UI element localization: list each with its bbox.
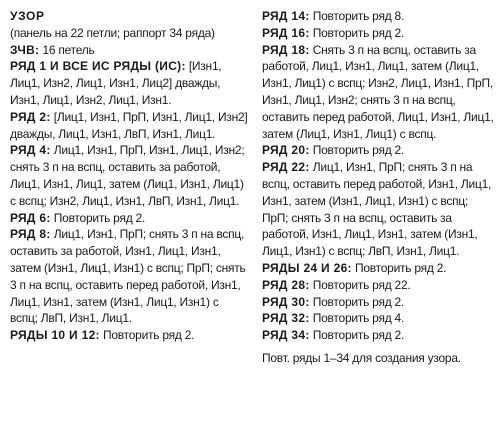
row-instruction bbox=[262, 142, 494, 159]
row-text: Повт. ряды 1–34 для создания узора. bbox=[262, 350, 461, 365]
row-label: РЯД 28: bbox=[262, 277, 310, 292]
row-label: РЯД 34: bbox=[262, 328, 310, 343]
row-instruction bbox=[262, 8, 494, 25]
panel-info: (панель на 22 петли; раппорт 34 ряда) bbox=[10, 25, 215, 40]
row-text: Повторить ряд 2. bbox=[309, 143, 405, 158]
row-instruction bbox=[262, 260, 494, 277]
row-instruction bbox=[10, 226, 248, 327]
row-label: РЯД 2: bbox=[10, 109, 51, 124]
row-instruction bbox=[10, 327, 248, 344]
row-instruction bbox=[10, 58, 248, 108]
row-text: Повторить ряд 2. bbox=[309, 328, 405, 343]
row-text: Повторить ряд 4. bbox=[309, 311, 405, 326]
row-instruction bbox=[262, 159, 494, 260]
row-text: Повторить ряд 2. bbox=[309, 294, 405, 309]
row-instruction bbox=[262, 294, 494, 311]
row-label: РЯД 8: bbox=[10, 227, 51, 242]
row-label: РЯДЫ 24 И 26: bbox=[262, 260, 352, 275]
stitch-count-text: 16 петель bbox=[39, 42, 95, 57]
row-instruction bbox=[10, 210, 248, 227]
pattern-title-block bbox=[10, 8, 248, 58]
row-text: [Изн1, Лиц1, Изн2, Лиц1, Изн1, Лиц2] дважды, Изн1, Лиц1, Изн2, Лиц1, Изн1. bbox=[10, 59, 222, 107]
row-text: Снять 3 п на вспц, оставить за работой, Лиц1, Изн1, Лиц1, затем (Лиц1, Изн1, Лиц1) с вспц; Изн2, Лиц1, Изн1, ПрП, Изн1, Лиц1, Изн2; снять 3 п на вспц, оставить перед работой, Лиц1, Изн1, Лиц1, затем (Лиц1, Изн1, Лиц1) с вспц. bbox=[262, 42, 494, 141]
row-text: Лиц1, Изн1, ПрП; снять 3 п на вспц, оставить за работой, Изн1, Лиц1, Изн1, затем (Изн1, Лиц1, Изн1) с вспц; ПрП; снять 3 п на вспц, оставить перед работой, Изн1, Лиц1, Изн1, затем (Изн1, Лиц1, Изн1) с вспц; ЛвП, Изн1, Лиц1. bbox=[10, 227, 246, 326]
row-text: Лиц1, Изн1, ПрП; снять 3 п на вспц, оставить перед работой, Изн1, Лиц1, Изн1, затем (Изн1, Лиц1, Изн1) с вспц; ПрП; снять 3 п на вспц, оставить за работой, Изн1, Лиц1, Изн1, затем (Изн1, Лиц1, Изн1) с вспц; ЛвП, Изн1, Лиц1. bbox=[262, 160, 492, 259]
right-column bbox=[262, 8, 494, 367]
row-label: РЯД 30: bbox=[262, 294, 310, 309]
row-instruction bbox=[10, 109, 248, 143]
row-text: Повторить ряд 22. bbox=[309, 277, 411, 292]
stitch-count-label: ЗЧВ: bbox=[10, 42, 40, 57]
row-label: РЯДЫ 10 И 12: bbox=[10, 328, 100, 343]
pattern-title: УЗОР bbox=[10, 9, 45, 23]
row-label: РЯД 6: bbox=[10, 210, 51, 225]
row-instruction bbox=[262, 327, 494, 344]
row-text: Повторить ряд 2. bbox=[351, 260, 447, 275]
row-label: РЯД 16: bbox=[262, 25, 310, 40]
row-label: РЯД 1 И ВСЕ ИС РЯДЫ (ИС): bbox=[10, 59, 186, 74]
stitch-count bbox=[10, 42, 248, 59]
repeat-note bbox=[262, 350, 494, 367]
row-instruction bbox=[262, 277, 494, 294]
row-label: РЯД 18: bbox=[262, 42, 310, 57]
left-column bbox=[10, 8, 248, 344]
row-label: РЯД 14: bbox=[262, 9, 310, 23]
row-label: РЯД 20: bbox=[262, 143, 310, 158]
row-text: [Лиц1, Изн1, ПрП, Изн1, Лиц1, Изн2] дважды, Лиц1, Изн1, ЛвП, Изн1, Лиц1. bbox=[10, 109, 248, 141]
row-text: Повторить ряд 2. bbox=[50, 210, 146, 225]
row-text: Лиц1, Изн1, ПрП, Изн1, Лиц1, Изн2; снять 3 п на вспц, оставить за работой, Лиц1, Изн1, Лиц1, затем (Лиц1, Изн1, Лиц1) с вспц; Изн2, Лиц1, Изн1, ЛвП, Изн1, Лиц1. bbox=[10, 143, 245, 208]
row-label: РЯД 32: bbox=[262, 311, 310, 326]
row-text: Повторить ряд 8. bbox=[309, 9, 405, 23]
row-instruction bbox=[262, 310, 494, 327]
row-label: РЯД 4: bbox=[10, 143, 51, 158]
row-text: Повторить ряд 2. bbox=[309, 25, 405, 40]
row-text: Повторить ряд 2. bbox=[99, 328, 195, 343]
row-instruction bbox=[262, 25, 494, 42]
row-instruction bbox=[10, 142, 248, 209]
row-label: РЯД 22: bbox=[262, 160, 310, 175]
row-instruction bbox=[262, 42, 494, 143]
